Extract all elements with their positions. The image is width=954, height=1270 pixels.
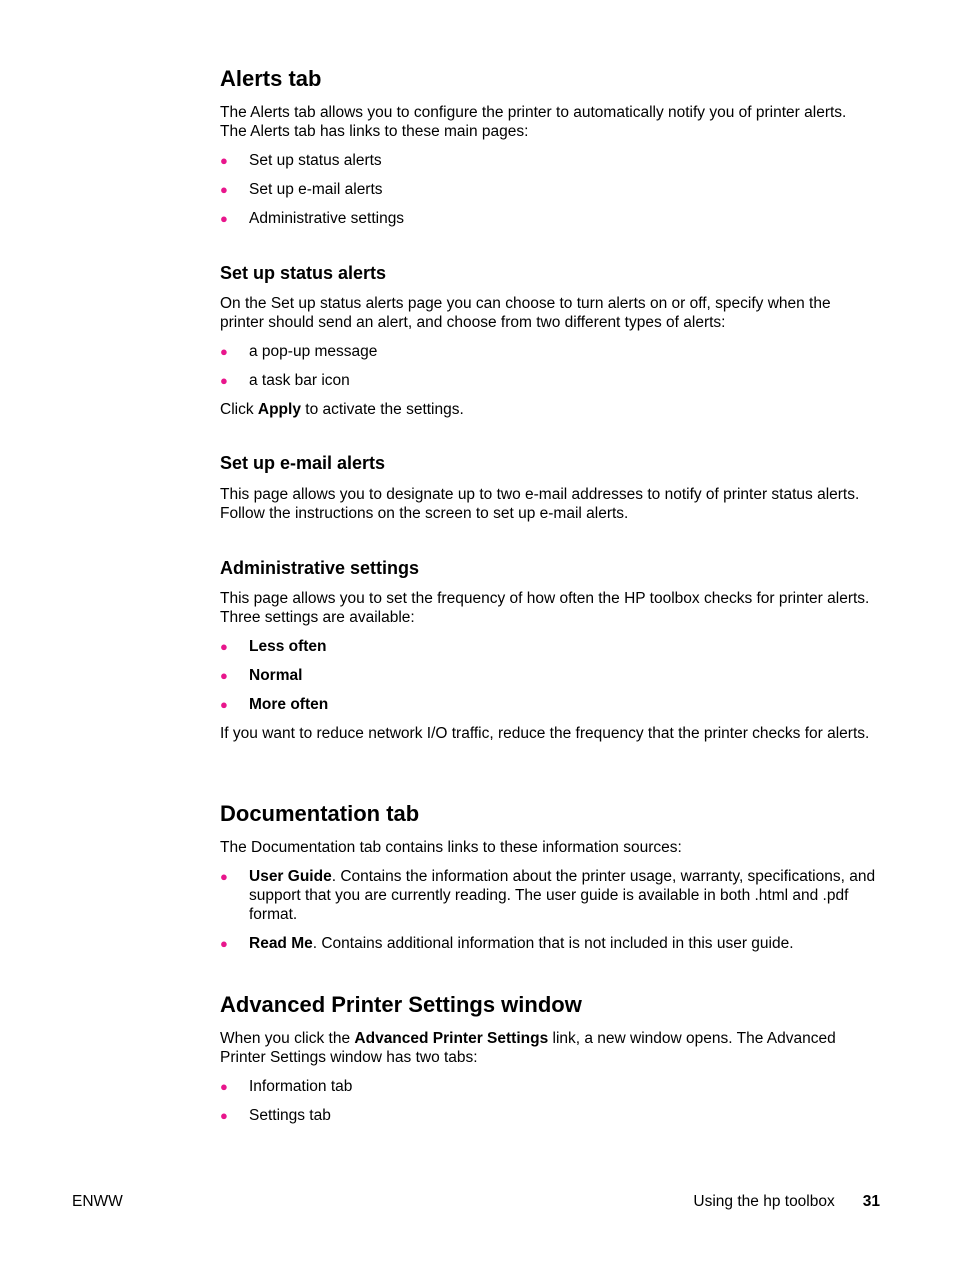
list-item: ● User Guide. Contains the information about the printer usage, warranty, specifications, and support that you are currently reading. The user guide is available in both .html and .pdf format. — [220, 868, 876, 923]
advanced-settings-heading: Advanced Printer Settings window — [220, 992, 582, 1017]
list-item: ● Information tab — [220, 1078, 353, 1095]
admin-settings-intro: This page allows you to set the frequency of how often the HP toolbox checks for printer alerts. Three settings are available: — [220, 590, 870, 626]
advanced-tabs-list — [220, 1077, 876, 1125]
admin-settings-heading: Administrative settings — [220, 558, 420, 578]
list-item: ● More often — [220, 696, 329, 713]
list-item: ● Read Me. Contains additional information that is not included in this user guide. — [220, 935, 794, 952]
alert-types-list — [220, 342, 876, 390]
bullet-icon: ● — [220, 1108, 228, 1123]
bullet-icon: ● — [220, 639, 228, 654]
admin-settings-note: If you want to reduce network I/O traffic, reduce the frequency that the printer checks for alerts. — [220, 725, 870, 742]
footer-right — [693, 1192, 880, 1211]
bullet-icon: ● — [220, 1079, 228, 1094]
apply-instruction: Click Apply to activate the settings. — [220, 401, 464, 418]
list-item: ● Administrative settings — [220, 210, 405, 227]
bullet-icon: ● — [220, 668, 228, 683]
bullet-icon: ● — [220, 697, 228, 712]
documentation-intro: The Documentation tab contains links to these information sources: — [220, 839, 682, 856]
bullet-icon: ● — [220, 153, 228, 168]
list-item: ● a task bar icon — [220, 372, 350, 389]
status-alerts-heading: Set up status alerts — [220, 263, 387, 283]
email-alerts-text: This page allows you to designate up to two e-mail addresses to notify of printer status alerts. Follow the instructions on the screen to set up e-mail alerts. — [220, 486, 860, 522]
status-alerts-intro: On the Set up status alerts page you can choose to turn alerts on or off, specify when the printer should send an alert, and choose from two different types of alerts: — [220, 295, 831, 331]
list-item: ● Set up e-mail alerts — [220, 181, 383, 198]
footer-section-title: Using the hp toolbox — [693, 1193, 835, 1210]
documentation-sources-list — [220, 867, 876, 953]
list-item: ● a pop-up message — [220, 343, 378, 360]
email-alerts-heading: Set up e-mail alerts — [220, 453, 386, 473]
footer-left-label: ENWW — [72, 1193, 123, 1210]
list-item: ● Settings tab — [220, 1107, 331, 1124]
bullet-icon: ● — [220, 211, 228, 226]
bullet-icon: ● — [220, 373, 228, 388]
alerts-tab-intro: The Alerts tab allows you to configure the printer to automatically notify you of printer alerts. The Alerts tab has links to these main pages: — [220, 104, 847, 140]
alerts-tab-heading: Alerts tab — [220, 66, 322, 91]
list-item: ● Less often — [220, 638, 327, 655]
list-item: ● Set up status alerts — [220, 152, 382, 169]
list-item: ● Normal — [220, 667, 303, 684]
bullet-icon: ● — [220, 869, 228, 884]
page-number: 31 — [862, 1193, 880, 1210]
bullet-icon: ● — [220, 936, 228, 951]
advanced-settings-intro: When you click the Advanced Printer Settings link, a new window opens. The Advanced Printer Settings window has two tabs: — [220, 1030, 836, 1066]
documentation-tab-heading: Documentation tab — [220, 801, 420, 826]
bullet-icon: ● — [220, 344, 228, 359]
frequency-options-list — [220, 637, 876, 714]
alerts-pages-list — [220, 151, 876, 228]
bullet-icon: ● — [220, 182, 228, 197]
